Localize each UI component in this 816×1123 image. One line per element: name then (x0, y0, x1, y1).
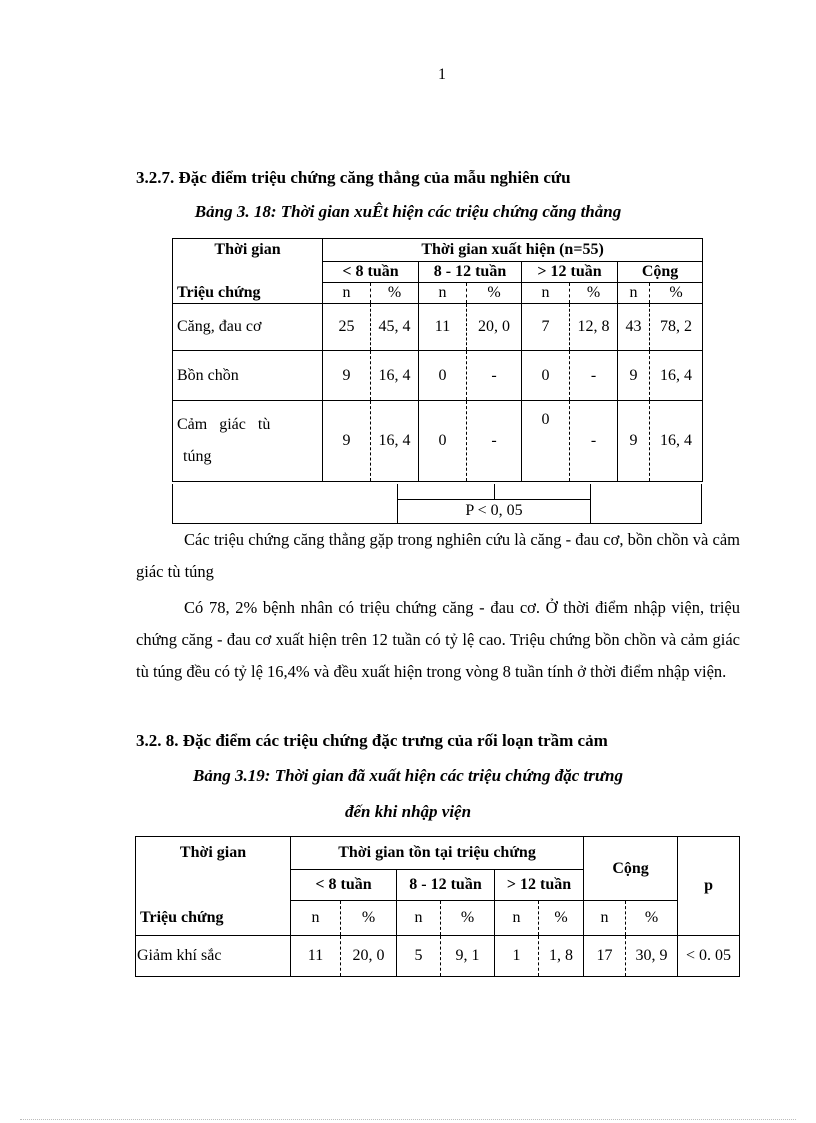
pct-header: % (441, 901, 495, 936)
table-3-18 (172, 238, 703, 482)
n-header: n (495, 901, 539, 936)
table-caption-3-19-line2: đến khi nhập viện (344, 802, 472, 821)
corner-header-bottom: Triệu chứng (173, 283, 323, 304)
row-label (173, 401, 323, 482)
cell: 16, 4 (650, 351, 703, 401)
table-3-19 (135, 836, 740, 977)
cell: 0 (419, 351, 467, 401)
cell: 11 (419, 304, 467, 351)
cell: 7 (522, 304, 570, 351)
cell: 9 (618, 351, 650, 401)
table-row (173, 351, 703, 401)
cell: 9 (618, 401, 650, 482)
paragraph-2 (136, 592, 740, 688)
cell: - (570, 351, 618, 401)
page-bottom-border (20, 1119, 796, 1120)
cell: 1 (495, 936, 539, 977)
pct-header: % (626, 901, 678, 936)
pct-header: % (371, 283, 419, 304)
section-heading-3-2-8: 3.2. 8. Đặc điểm các triệu chứng đặc trưng của rối loạn trầm cảm (136, 731, 608, 750)
cell: - (570, 401, 618, 482)
group-header: Thời gian xuất hiện (n=55) (323, 239, 703, 262)
pct-header: % (539, 901, 584, 936)
p-value-footer (172, 484, 702, 524)
paragraph-1-text: Các triệu chứng căng thẳng gặp trong nghiên cứu là căng - đau cơ, bồn chồn và cảm giác tù túng (136, 530, 740, 581)
n-header: n (323, 283, 371, 304)
row-label: Bồn chồn (173, 351, 323, 401)
n-header: n (397, 901, 441, 936)
n-header: n (522, 283, 570, 304)
period-header: < 8 tuần (291, 870, 397, 901)
table-row (136, 936, 740, 977)
paragraph-1 (136, 524, 740, 588)
section-heading-3-2-7: 3.2.7. Đặc điểm triệu chứng căng thẳng của mẫu nghiên cứu (136, 168, 571, 187)
cell: 9, 1 (441, 936, 495, 977)
row-label: Căng, đau cơ (173, 304, 323, 351)
p-header: p (678, 837, 740, 936)
cell: 0 (419, 401, 467, 482)
corner-header-top: Thời gian (173, 239, 323, 262)
cell: 16, 4 (650, 401, 703, 482)
corner-spacer (136, 870, 291, 901)
page-number: 1 (438, 66, 446, 83)
pct-header: % (570, 283, 618, 304)
cell: 9 (323, 401, 371, 482)
pct-header: % (650, 283, 703, 304)
p-value-box (397, 484, 591, 523)
n-header: n (419, 283, 467, 304)
cell: 43 (618, 304, 650, 351)
period-header: 8 - 12 tuần (397, 870, 495, 901)
paragraph-2-text: Có 78, 2% bệnh nhân có triệu chứng căng - đau cơ. Ở thời điểm nhập viện, triệu chứng căng - đau cơ xuất hiện trên 12 tuần có tỷ lệ cao. Triệu chứng bồn chồn và cảm giác tù túng đều có tỷ lệ 16,4% và đều xuất hiện trong vòng 8 tuần tính ở thời điểm nhập viện. (136, 598, 740, 681)
cell: 78, 2 (650, 304, 703, 351)
period-header: 8 - 12 tuần (419, 262, 522, 283)
row-label-line: túng (183, 448, 212, 465)
cell: 30, 9 (626, 936, 678, 977)
period-header: < 8 tuần (323, 262, 419, 283)
cell: 9 (323, 351, 371, 401)
cell: 12, 8 (570, 304, 618, 351)
n-header: n (618, 283, 650, 304)
cell: 16, 4 (371, 401, 419, 482)
cell: 45, 4 (371, 304, 419, 351)
p-value-box-divider (494, 484, 495, 500)
row-label-line: Cảm giác tù (177, 416, 271, 433)
table-row (173, 304, 703, 351)
cell: 20, 0 (341, 936, 397, 977)
corner-header-bottom: Triệu chứng (136, 901, 291, 936)
group-header: Thời gian tồn tại triệu chứng (291, 837, 584, 870)
corner-header-top: Thời gian (136, 837, 291, 870)
period-header: > 12 tuần (522, 262, 618, 283)
n-header: n (291, 901, 341, 936)
table-caption-3-18: Bảng 3. 18: Thời gian xuÊt hiện các triệu chứng căng thẳng (194, 202, 622, 221)
cell: 5 (397, 936, 441, 977)
row-label: Giảm khí sắc (136, 936, 291, 977)
period-header: > 12 tuần (495, 870, 584, 901)
cell: 16, 4 (371, 351, 419, 401)
total-header: Cộng (584, 837, 678, 901)
table-row (173, 401, 703, 482)
cell: 0 (522, 351, 570, 401)
cell: 1, 8 (539, 936, 584, 977)
corner-spacer (173, 262, 323, 283)
pct-header: % (467, 283, 522, 304)
total-header: Cộng (618, 262, 703, 283)
p-value-text: P < 0, 05 (465, 502, 523, 519)
cell: < 0. 05 (678, 936, 740, 977)
cell: - (467, 351, 522, 401)
cell: 25 (323, 304, 371, 351)
cell: 17 (584, 936, 626, 977)
cell: 0 (522, 401, 570, 482)
cell: 11 (291, 936, 341, 977)
cell: 20, 0 (467, 304, 522, 351)
table-caption-3-19-line1: Bảng 3.19: Thời gian đã xuất hiện các triệu chứng đặc trưng (193, 766, 623, 785)
pct-header: % (341, 901, 397, 936)
n-header: n (584, 901, 626, 936)
cell: - (467, 401, 522, 482)
